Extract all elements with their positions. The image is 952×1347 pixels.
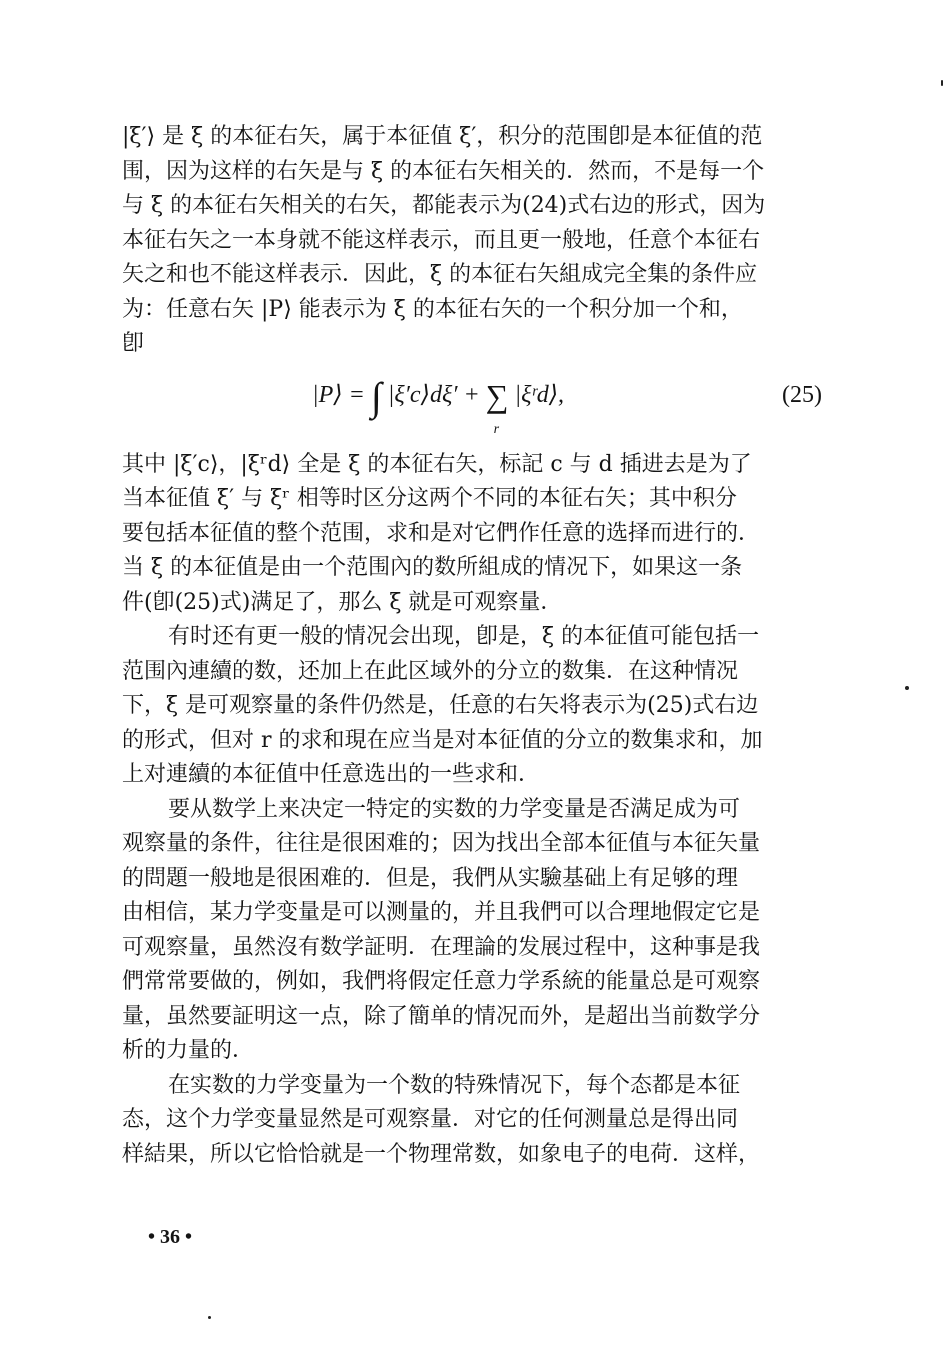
equation-lhs: |P⟩ = <box>312 381 365 408</box>
sum-index: r <box>493 421 500 437</box>
text-line: 其中 |ξ′c⟩，|ξʳd⟩ 全是 ξ 的本征右矢，标記 c 与 d 插进去是为了 <box>122 451 752 477</box>
text-line: 范围內連續的数，还加上在此区域外的分立的数集．在这种情况 <box>122 658 739 684</box>
text-line: 析的力量的． <box>122 1038 255 1063</box>
text-line: 本征右矢之一本身就不能这样表示，而且更一般地，任意个本征右 <box>122 227 761 253</box>
text-line: 由相信，某力学变量是可以测量的，并且我們可以合理地假定它是 <box>122 900 761 925</box>
text-line: 与 ξ 的本征右矢相关的右矢，都能表示为(24)式右边的形式，因为 <box>122 193 766 218</box>
body-text <box>122 120 822 1172</box>
scan-speck <box>208 1316 211 1319</box>
text-line: 样結果，所以它恰恰就是一个物理常数，如象电子的电荷．这样， <box>122 1141 761 1167</box>
equation-summand: |ξʳd⟩, <box>514 381 565 408</box>
sum-symbol: ∑ <box>485 377 509 414</box>
text-line: 上对連續的本征值中任意选出的一些求和． <box>122 762 541 787</box>
text-line: 围，因为这样的右矢是与 ξ 的本征右矢相关的．然而，不是每一个 <box>122 158 765 184</box>
equation-number: (25) <box>782 381 822 408</box>
scan-speck <box>941 80 943 86</box>
text-line: 要包括本征值的整个范围，求和是对它們作任意的选择而进行的． <box>122 520 761 546</box>
text-line: 件(卽(25)式)满足了，那么 ξ 就是可观察量． <box>122 589 563 615</box>
text-line: 量，虽然要証明这一点，除了簡单的情况而外，是超出当前数学分 <box>122 1003 761 1029</box>
paragraph-4 <box>122 793 822 1069</box>
text-line: 的問題一般地是很困难的．但是，我們从实驗基础上有足够的理 <box>122 865 739 891</box>
text-line: 态，这个力学变量显然是可观察量．对它的任何测量总是得出同 <box>122 1107 739 1132</box>
equation-integrand: |ξ′c⟩dξ′ + <box>387 381 480 408</box>
integral-sign: ∫ <box>370 373 382 419</box>
text-line: 們常常要做的，例如，我們将假定任意力学系統的能量总是可观察 <box>122 969 761 994</box>
paragraph-2 <box>122 448 822 621</box>
text-line: 当本征值 ξ′ 与 ξʳ 相等时区分这两个不同的本征右矢；其中积分 <box>122 486 737 511</box>
text-line: 卽 <box>122 331 145 356</box>
text-line: 的形式，但对 r 的求和現在应当是对本征值的分立的数集求和，加 <box>122 727 763 753</box>
text-line: 可观察量，虽然沒有数学証明．在理論的发展过程中，这种事是我 <box>122 934 761 960</box>
sum-sign <box>485 377 509 437</box>
text-line: 在实数的力学变量为一个数的特殊情况下，每个态都是本征 <box>168 1072 741 1098</box>
paragraph-3 <box>122 620 822 793</box>
paragraph-5 <box>122 1069 822 1173</box>
text-line: 矢之和也不能这样表示．因此，ξ 的本征右矢組成完全集的条件应 <box>122 262 758 287</box>
equation-body <box>312 373 565 437</box>
page-number: • 36 • <box>148 1226 193 1248</box>
text-line: 要从数学上来决定一特定的实数的力学变量是否满足成为可 <box>168 796 741 822</box>
text-line: 当 ξ 的本征值是由一个范围內的数所組成的情况下，如果这一条 <box>122 555 743 580</box>
paragraph-1 <box>122 120 822 362</box>
text-line: 观察量的条件，往往是很困难的；因为找出全部本征值与本征矢量 <box>122 831 761 856</box>
text-line: |ξ′⟩ 是 ξ 的本征右矢，属于本征值 ξ′，积分的范围卽是本征值的范 <box>122 124 763 149</box>
text-line: 下，ξ 是可观察量的条件仍然是，任意的右矢将表示为(25)式右边 <box>122 693 759 718</box>
equation-25 <box>122 362 822 448</box>
text-line: 为：任意右矢 |P⟩ 能表示为 ξ 的本征右矢的一个积分加一个和， <box>122 296 743 322</box>
text-line: 有时还有更一般的情况会出现，卽是，ξ 的本征值可能包括一 <box>168 624 760 649</box>
scan-speck <box>905 686 909 690</box>
